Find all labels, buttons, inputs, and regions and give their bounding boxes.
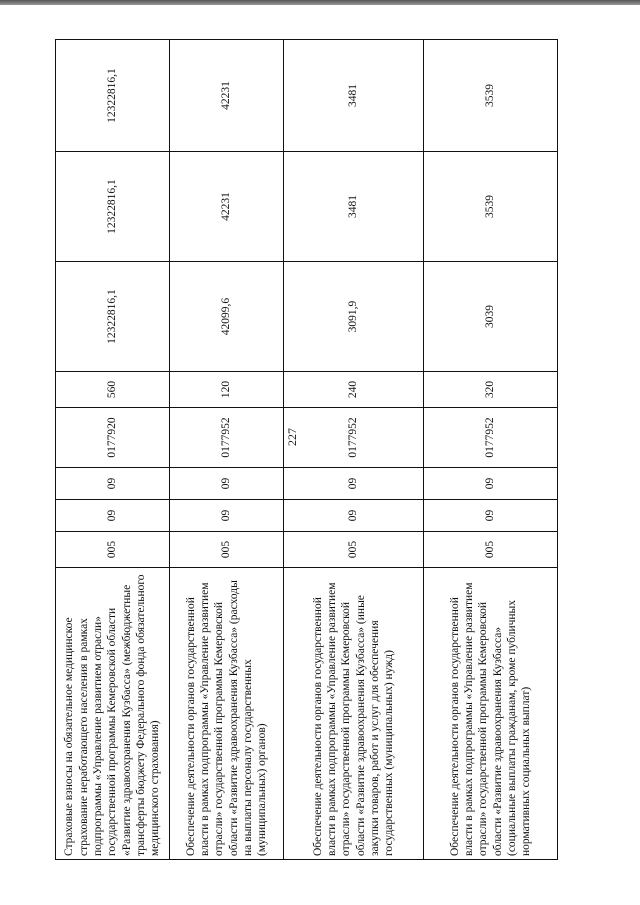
amount-cell-2: 12322816,1	[56, 152, 170, 262]
scan-edge	[0, 0, 640, 5]
section-cell: 09	[56, 500, 170, 532]
expense-type-cell: 560	[56, 372, 170, 408]
admin-code-cell: 005	[170, 532, 284, 568]
amount-cell-1: 3091,9	[284, 262, 424, 372]
budget-table	[55, 39, 558, 860]
row-description: Обеспечение деятельности органов государственной власти в рамках подпрограммы «Управление развитием отрасли» государственной программы Кемеровской области «Развитие здравоохранения Кузбасса» (расходы на выплаты персоналу государственных (муниципальных) органов)	[170, 568, 284, 860]
section-cell: 09	[170, 500, 284, 532]
amount-cell-1: 12322816,1	[56, 262, 170, 372]
target-article-cell: 0177952	[284, 408, 424, 468]
subsection-cell: 09	[424, 468, 558, 500]
row-description: Обеспечение деятельности органов государственной власти в рамках подпрограммы «Управление развитием отрасли» государственной программы Кемеровской области «Развитие здравоохранения Кузбасса» (социальные выплаты гражданам, кроме публичных нормативных социальных выплат)	[424, 568, 558, 860]
table-row	[170, 40, 284, 860]
row-description: Обеспечение деятельности органов государственной власти в рамках подпрограммы «Управление развитием отрасли» государственной программы Кемеровской области «Развитие здравоохранения Кузбасса» (иные закупки товаров, работ и услуг для обеспечения государственных (муниципальных) нужд)	[284, 568, 424, 860]
expense-type-cell: 120	[170, 372, 284, 408]
admin-code-cell: 005	[424, 532, 558, 568]
amount-cell-2: 3481	[284, 152, 424, 262]
row-description: Страховые взносы на обязательное медицинское страхование неработающего населения в рамках подпрограммы «Управление развитием отрасли» государственной программы Кемеровской области «Развитие здравоохранения Кузбасса» (межбюджетные трансферты бюджету Федерального фонда обязательного медицинского страхования)	[56, 568, 170, 860]
admin-code-cell: 005	[56, 532, 170, 568]
page-number: 227	[285, 428, 299, 446]
expense-type-cell: 240	[284, 372, 424, 408]
table-row	[424, 40, 558, 860]
subsection-cell: 09	[284, 468, 424, 500]
amount-cell-3: 42231	[170, 40, 284, 152]
amount-cell-1: 42099,6	[170, 262, 284, 372]
target-article-cell: 0177952	[170, 408, 284, 468]
amount-cell-1: 3039	[424, 262, 558, 372]
amount-cell-2: 3539	[424, 152, 558, 262]
section-cell: 09	[424, 500, 558, 532]
table-container	[55, 40, 533, 860]
amount-cell-3: 12322816,1	[56, 40, 170, 152]
subsection-cell: 09	[170, 468, 284, 500]
target-article-cell: 0177952	[424, 408, 558, 468]
amount-cell-2: 42231	[170, 152, 284, 262]
amount-cell-3: 3539	[424, 40, 558, 152]
admin-code-cell: 005	[284, 532, 424, 568]
section-cell: 09	[284, 500, 424, 532]
table-row	[284, 40, 424, 860]
target-article-cell: 0177920	[56, 408, 170, 468]
amount-cell-3: 3481	[284, 40, 424, 152]
expense-type-cell: 320	[424, 372, 558, 408]
table-row	[56, 40, 170, 860]
subsection-cell: 09	[56, 468, 170, 500]
